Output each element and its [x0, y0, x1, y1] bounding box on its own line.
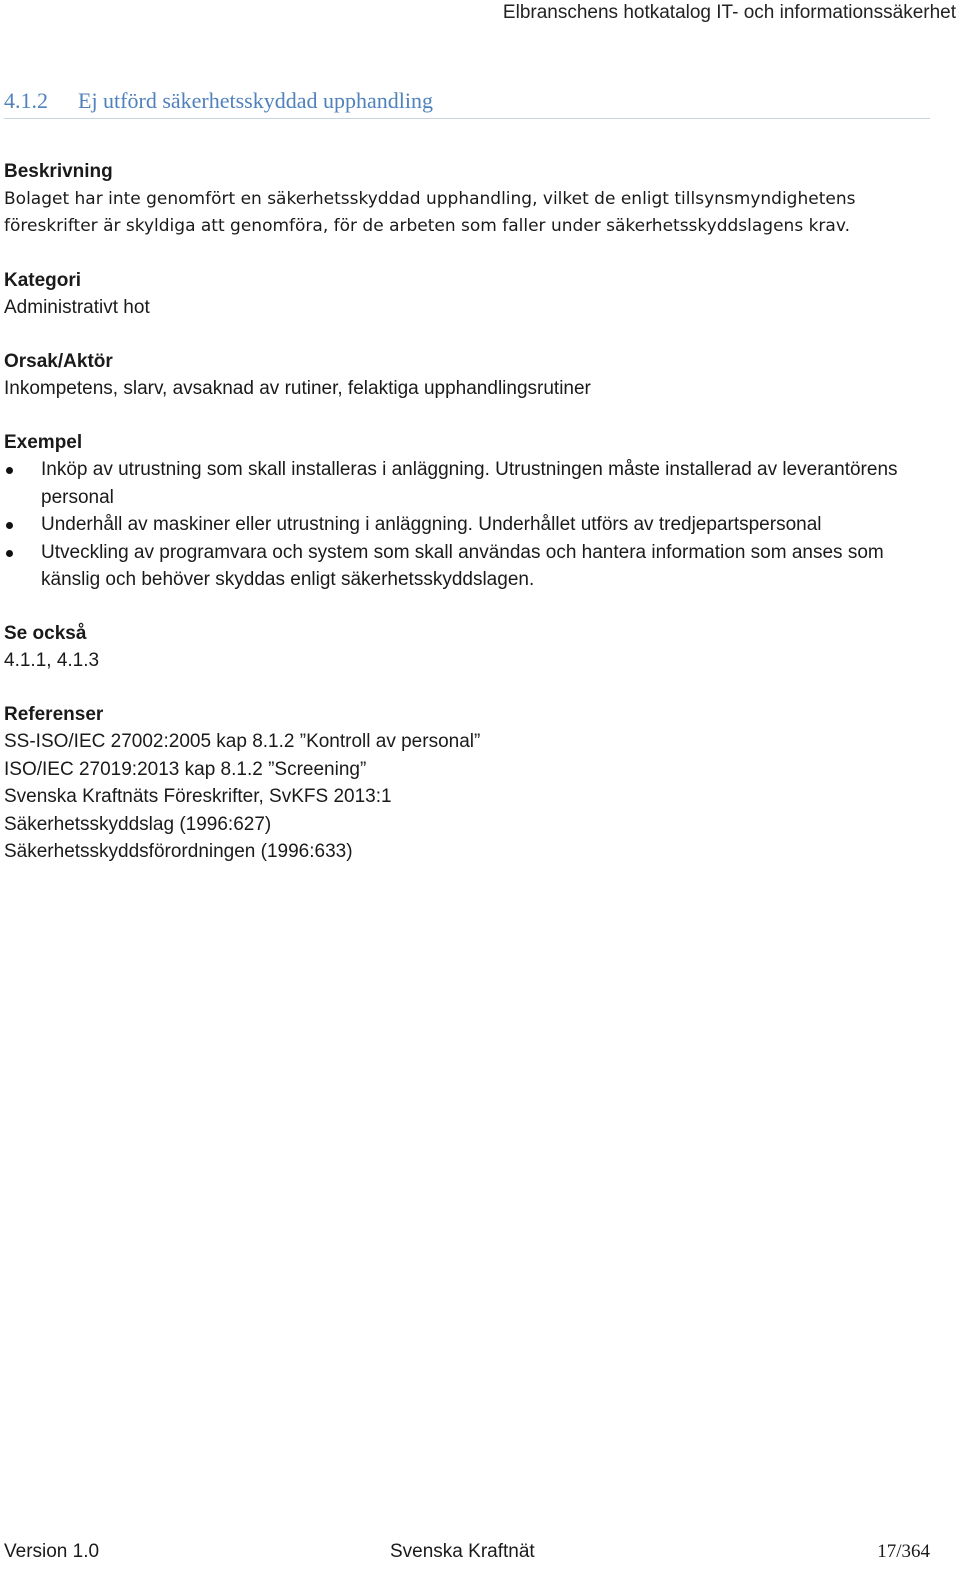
section-title: Ej utförd säkerhetsskyddad upphandling: [78, 88, 433, 113]
list-item-text: Utveckling av programvara och system som skall användas och hantera information som anses som känslig och behöver skyddas enligt säkerhetsskyddslagen.: [41, 541, 884, 590]
referenser-block: [4, 701, 934, 866]
se-ocksa-block: [4, 620, 934, 675]
list-item-text: Underhåll av maskiner eller utrustning i anläggning. Underhållet utförs av tredjepartspersonal: [41, 514, 822, 535]
running-header: Elbranschens hotkatalog IT- och informationssäkerhet: [502, 2, 956, 23]
section-number: 4.1.2: [4, 88, 48, 113]
exempel-label: Exempel: [4, 431, 83, 453]
reference-item: Svenska Kraftnäts Föreskrifter, SvKFS 2013:1: [4, 786, 392, 807]
orsak-block: [4, 348, 934, 403]
se-ocksa-label: Se också: [4, 622, 87, 644]
exempel-block: [4, 429, 934, 594]
list-item: [4, 456, 934, 511]
reference-item: Säkerhetsskyddsförordningen (1996:633): [4, 841, 353, 862]
reference-item: Säkerhetsskyddslag (1996:627): [4, 813, 272, 835]
se-ocksa-text: 4.1.1, 4.1.3: [4, 650, 100, 671]
list-item: [4, 539, 934, 594]
reference-item: ISO/IEC 27019:2013 kap 8.1.2 ”Screening”: [4, 758, 367, 780]
beskrivning-text: Bolaget har inte genomfört en säkerhetsskyddad upphandling, vilket de enligt tillsynsmyndighetens föreskrifter är skyldiga att genomföra, för de arbeten som faller under säkerhetsskyddslagens krav.: [4, 188, 856, 236]
footer-organization: Svenska Kraftnät: [390, 1541, 535, 1562]
kategori-block: [4, 267, 934, 322]
reference-item: SS-ISO/IEC 27002:2005 kap 8.1.2 ”Kontroll av personal”: [4, 731, 481, 752]
list-item-text: Inköp av utrustning som skall installeras i anläggning. Utrustningen måste installerad av leverantörens personal: [41, 459, 898, 508]
bullet-icon: [6, 467, 13, 474]
bullet-icon: [6, 550, 13, 557]
orsak-text: Inkompetens, slarv, avsaknad av rutiner, felaktiga upphandlingsrutiner: [4, 378, 591, 399]
list-item: [4, 511, 934, 539]
kategori-text: Administrativt hot: [4, 297, 150, 318]
document-body: [4, 158, 934, 866]
orsak-label: Orsak/Aktör: [4, 350, 113, 372]
footer-page-number: 17/364: [877, 1541, 930, 1562]
beskrivning-label: Beskrivning: [4, 161, 113, 182]
footer-version: Version 1.0: [4, 1541, 100, 1562]
section-heading: [4, 88, 930, 119]
bullet-icon: [6, 522, 13, 529]
page-footer: [4, 1541, 930, 1567]
kategori-label: Kategori: [4, 269, 82, 291]
exempel-list: [4, 456, 934, 594]
referenser-label: Referenser: [4, 703, 104, 725]
beskrivning-block: [4, 158, 934, 241]
